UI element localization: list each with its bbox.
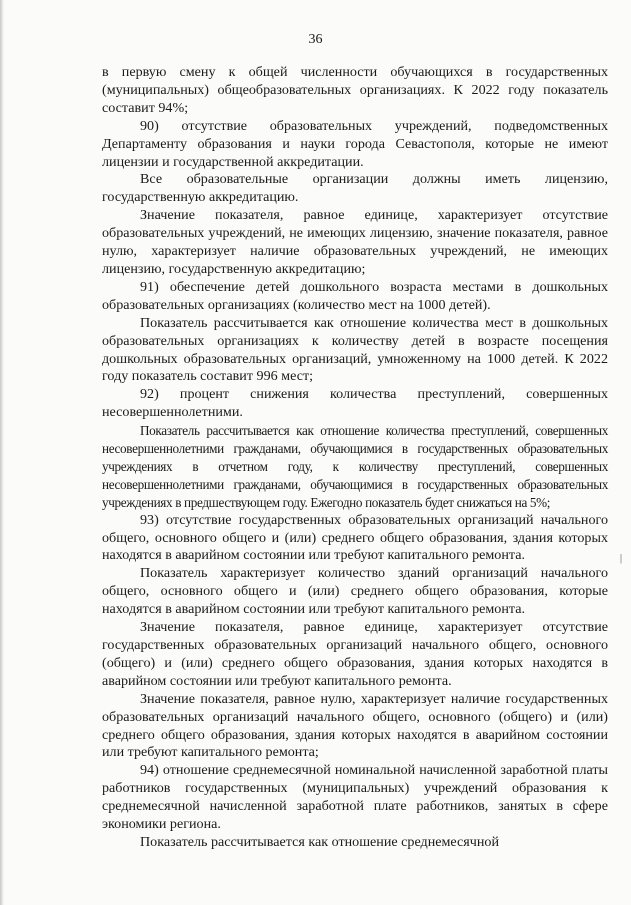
paragraph-13: 94) отношение среднемесячной номинальной начисленной заработной платы работников государственных (муниципальных) учреждений образования к среднемесячной начисленной заработной плате работников, занятых в сфере экономики региона.: [102, 762, 608, 833]
paragraph-1: в первую смену к общей численности обучающихся в государственных (муниципальных) общеобразовательных организациях. К 2022 году показатель составит 94%;: [102, 64, 608, 116]
paragraph-5: 91) обеспечение детей дошкольного возраста местами в дошкольных образовательных организациях (количество мест на 1000 детей).: [102, 278, 608, 313]
page-number: 36: [308, 32, 323, 47]
document-body: [102, 64, 608, 852]
scan-edge-shadow: [0, 0, 4, 905]
paragraph-8: Показатель рассчитывается как отношение количества преступлений, совершенных несовершеннолетними гражданами, обучающимися в государственных образовательных учреждениях в отчетном году, к количеству преступлений, совершенных несовершеннолетними гражданами, обучающимися в государственных образовательных учреждениях в предшествующем году. Ежегодно показатель будет снижаться на 5%;: [102, 423, 608, 510]
paragraph-7: 92) процент снижения количества преступлений, совершенных несовершеннолетними.: [102, 386, 608, 421]
margin-mark: |: [620, 553, 623, 564]
paragraph-4: Значение показателя, равное единице, характеризует отсутствие образовательных учреждений, не имеющих лицензию, значение показателя, равное нулю, характеризует наличие образовательных учреждений, не имеющих лицензию, государственную аккредитацию;: [102, 207, 608, 277]
paragraph-11: Значение показателя, равное единице, характеризует отсутствие государственных образовательных организаций начального общего, основного (общего) и (или) среднего общего образования, здания которых находятся в аварийном состоянии или требуют капитального ремонта.: [102, 619, 608, 689]
paragraph-6: Показатель рассчитывается как отношение количества мест в дошкольных образовательных организациях к количеству детей в возрасте посещения дошкольных образовательных организаций, умноженному на 1000 детей. К 2022 году показатель составит 996 мест;: [102, 314, 608, 385]
paragraph-9: 93) отсутствие государственных образовательных организаций начального общего, основного общего и (или) среднего общего образования, здания которых находятся в аварийном состоянии или требуют капитального ремонта.: [102, 511, 608, 564]
paragraph-2: 90) отсутствие образовательных учреждений, подведомственных Департаменту образования и науки города Севастополя, которые не имеют лицензии и государственной аккредитации.: [102, 117, 608, 170]
paragraph-10: Показатель характеризует количество зданий организаций начального общего, основного общего и (или) среднего общего образования, которые находятся в аварийном состоянии или требуют капитального ремонта.: [102, 565, 608, 618]
paragraph-14: Показатель рассчитывается как отношение среднемесячной: [140, 833, 499, 850]
paragraph-12: Значение показателя, равное нулю, характеризует наличие государственных образовательных организаций начального общего, основного (общего) и (или) среднего общего образования, здания которых находятся в аварийном состоянии или требуют капитального ремонта;: [102, 690, 608, 761]
paragraph-3: Все образовательные организации должны иметь лицензию, государственную аккредитацию.: [102, 171, 608, 206]
